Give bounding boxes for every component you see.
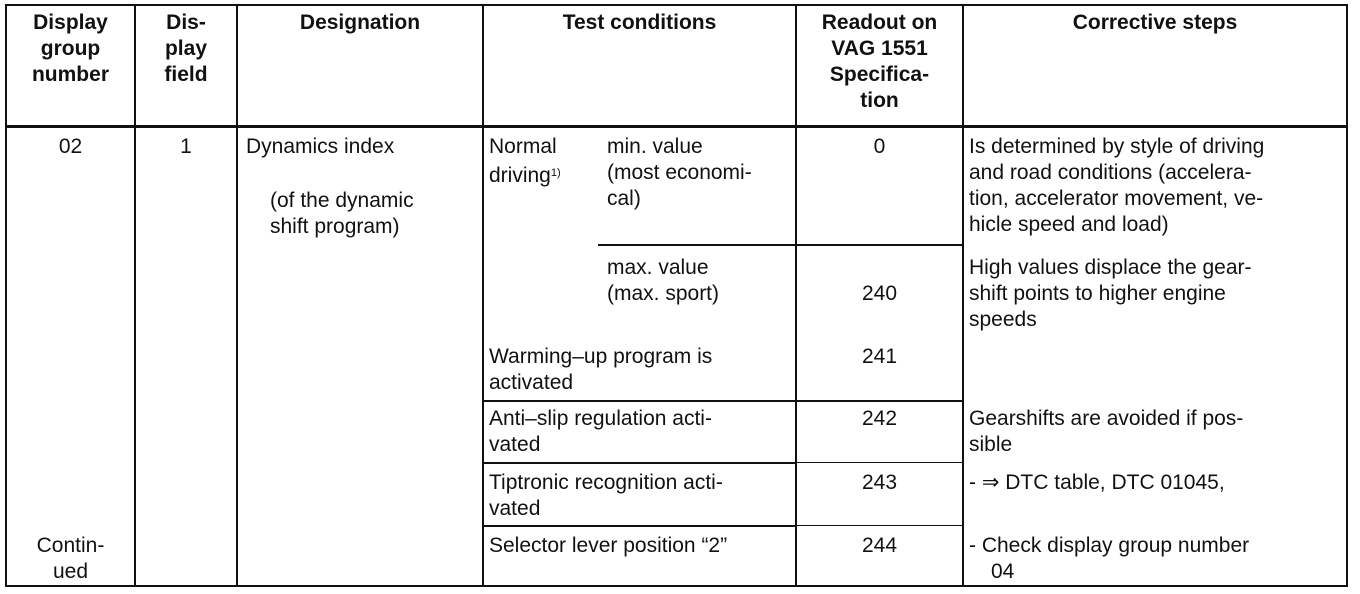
display-group-number-value: 02	[58, 135, 83, 158]
header-designation: Designation	[299, 11, 421, 34]
designation-text: Dynamics index	[246, 135, 395, 158]
tiptronic-label: Tiptronic recognition acti- vated	[489, 471, 723, 520]
row-line-warming	[482, 400, 962, 402]
header-corrective-steps: Corrective steps	[1072, 11, 1238, 34]
row-line-tiptronic-right	[797, 525, 962, 526]
row-line-tiptronic-left	[482, 525, 797, 527]
min-value-readout: 0	[873, 135, 886, 158]
continued-label: Contin- ued	[36, 534, 105, 583]
header-display-group-number: Display group number	[31, 11, 109, 86]
antislip-label: Anti–slip regulation acti- vated	[489, 407, 712, 456]
warming-up-readout: 241	[861, 345, 898, 368]
table-border-right	[1346, 4, 1348, 587]
antislip-corrective-steps: Gearshifts are avoided if pos- sible	[969, 407, 1244, 456]
table-border-bottom	[5, 585, 1348, 587]
row-line-normal-driving	[598, 244, 962, 246]
table-border-left	[5, 4, 7, 587]
row-line-antislip-left	[482, 462, 797, 464]
antislip-readout: 242	[861, 407, 898, 430]
col-divider-5	[962, 4, 964, 587]
header-readout: Readout on VAG 1551 Specifica- tion	[821, 11, 938, 112]
tiptronic-corrective-steps: - ⇒ DTC table, DTC 01045,	[969, 471, 1225, 494]
header-divider	[5, 125, 1348, 128]
col-divider-1	[134, 4, 136, 587]
col-divider-2	[236, 4, 238, 587]
selector-lever-readout: 244	[861, 534, 898, 557]
display-field-value: 1	[180, 135, 192, 158]
max-value-label: max. value (max. sport)	[607, 256, 720, 305]
max-value-readout: 240	[861, 282, 898, 305]
designation-subtext: (of the dynamic shift program)	[270, 189, 414, 238]
table-border-top	[5, 4, 1348, 6]
max-value-corrective-steps: High values displace the gear- shift points to higher engine speeds	[969, 256, 1252, 331]
normal-driving-label: Normal driving$^{1)}$	[489, 135, 561, 187]
min-value-label: min. value (most economi- cal)	[607, 135, 752, 210]
header-test-conditions: Test conditions	[562, 11, 717, 34]
min-value-corrective-steps: Is determined by style of driving and road conditions (accelera- tion, accelerator movement, ve- hicle speed and load)	[969, 135, 1265, 236]
warming-up-label: Warming–up program is activated	[489, 345, 713, 394]
footnote-marker: 1)	[550, 167, 561, 179]
header-display-field: Dis- play field	[164, 11, 208, 86]
col-divider-3	[482, 4, 484, 587]
selector-lever-corrective-steps: - Check display group number 04	[969, 534, 1250, 583]
row-line-antislip-right	[797, 462, 962, 463]
tiptronic-readout: 243	[861, 471, 898, 494]
selector-lever-label: Selector lever position “2”	[489, 534, 728, 557]
